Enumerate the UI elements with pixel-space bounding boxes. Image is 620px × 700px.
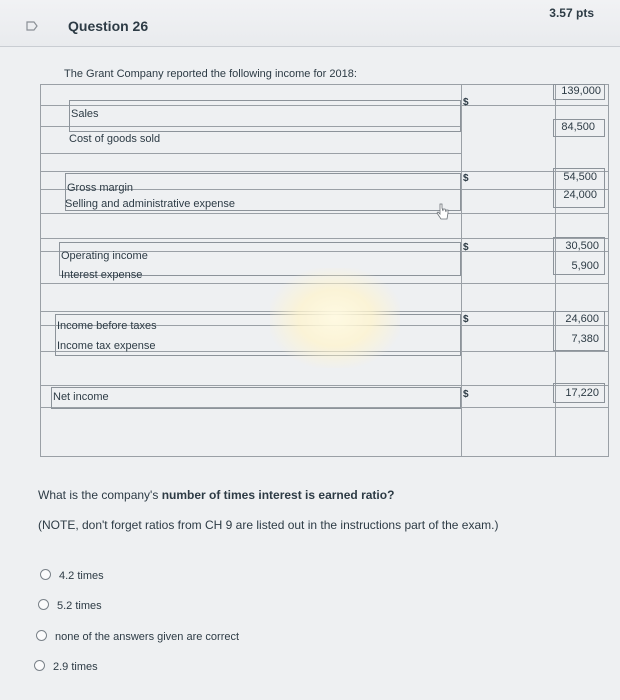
amount-operating-income: 30,500 xyxy=(565,240,599,252)
dollar-sign-gross-margin: $ xyxy=(463,173,469,184)
radio-button[interactable] xyxy=(34,660,45,671)
question-header xyxy=(0,0,620,47)
radio-button[interactable] xyxy=(40,569,51,580)
amount-net-income: 17,220 xyxy=(565,387,599,399)
amount-income-tax-expense: 7,380 xyxy=(571,333,599,345)
radio-button[interactable] xyxy=(36,630,47,641)
amount-cogs: 84,500 xyxy=(561,121,595,133)
row-label-operating-income: Operating income xyxy=(61,250,148,262)
option-label: 5.2 times xyxy=(57,600,102,612)
question-points: 3.57 pts xyxy=(549,6,594,20)
option-label: 4.2 times xyxy=(59,570,104,582)
amount-selling-admin: 24,000 xyxy=(563,189,597,201)
dollar-sign-operating-income: $ xyxy=(463,242,469,253)
row-label-cogs: Cost of goods sold xyxy=(69,133,161,145)
flag-icon[interactable] xyxy=(26,21,38,31)
question-title: Question 26 xyxy=(68,18,149,34)
label-box-sales xyxy=(69,100,461,132)
option-label: none of the answers given are correct xyxy=(55,631,240,643)
dollar-sign-income-before-taxes: $ xyxy=(463,314,469,325)
amount-interest-expense: 5,900 xyxy=(571,260,599,272)
row-label-income-tax-expense: Income tax expense xyxy=(57,340,156,352)
amount-income-before-taxes: 24,600 xyxy=(565,313,599,325)
radio-button[interactable] xyxy=(38,599,49,610)
option-label: 2.9 times xyxy=(53,661,98,673)
row-label-net-income: Net income xyxy=(53,391,109,403)
row-label-gross-margin: Gross margin xyxy=(67,182,134,194)
row-label-interest-expense: Interest expense xyxy=(61,269,143,281)
question-text: What is the company's number of times interest is earned ratio? xyxy=(38,488,395,502)
label-box-net-income xyxy=(51,387,461,409)
amount-sales: 139,000 xyxy=(561,85,601,97)
answer-option-2-9-times[interactable] xyxy=(34,660,98,673)
mouse-pointer-icon xyxy=(436,203,450,221)
question-intro: The Grant Company reported the following income for 2018: xyxy=(64,68,357,80)
answer-option-4-2-times[interactable] xyxy=(40,569,104,582)
amount-gross-margin: 54,500 xyxy=(563,171,597,183)
dollar-sign-net-income: $ xyxy=(463,389,469,400)
answer-option-none[interactable] xyxy=(36,630,239,643)
dollar-sign-sales: $ xyxy=(463,97,469,108)
question-note: (NOTE, don't forget ratios from CH 9 are listed out in the instructions part of the exam.) xyxy=(38,518,499,532)
row-label-selling-admin: Selling and administrative expense xyxy=(65,198,235,210)
question-emphasis: number of times interest is earned ratio? xyxy=(161,488,395,502)
row-label-sales: Sales xyxy=(71,108,99,120)
photo-glare xyxy=(270,268,400,368)
answer-option-5-2-times[interactable] xyxy=(38,599,102,612)
row-label-income-before-taxes: Income before taxes xyxy=(57,320,157,332)
